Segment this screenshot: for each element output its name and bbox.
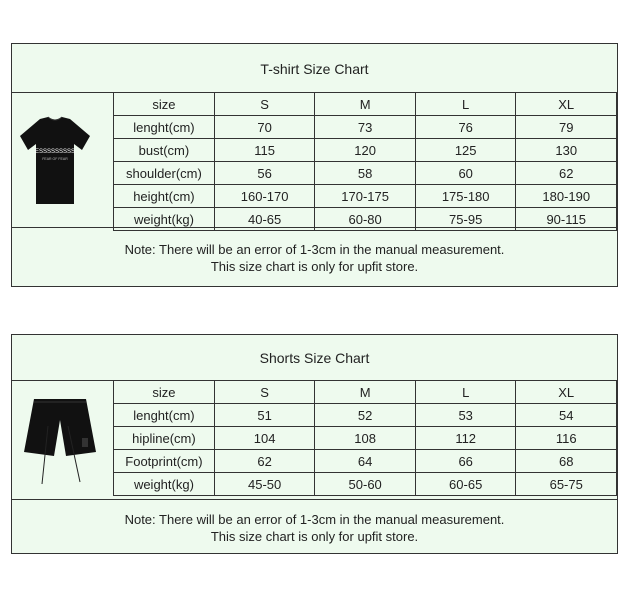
shorts-size-table bbox=[113, 380, 617, 496]
tshirt-note bbox=[12, 241, 617, 275]
table-cell: 58 bbox=[315, 162, 416, 185]
row-label: hipline(cm) bbox=[114, 427, 215, 450]
table-cell: 52 bbox=[315, 404, 416, 427]
header-cell: M bbox=[315, 93, 416, 116]
row-label: Footprint(cm) bbox=[114, 450, 215, 473]
table-cell: 79 bbox=[516, 116, 617, 139]
table-row bbox=[114, 116, 617, 139]
table-cell: 60 bbox=[415, 162, 516, 185]
table-cell: 66 bbox=[415, 450, 516, 473]
table-row bbox=[114, 473, 617, 496]
tshirt-size-table bbox=[113, 92, 617, 231]
table-cell: 50-60 bbox=[315, 473, 416, 496]
table-cell: 116 bbox=[516, 427, 617, 450]
header-cell: size bbox=[114, 381, 215, 404]
table-cell: 73 bbox=[315, 116, 416, 139]
header-cell: L bbox=[415, 381, 516, 404]
shorts-image bbox=[22, 396, 98, 488]
table-cell: 175-180 bbox=[415, 185, 516, 208]
header-cell: size bbox=[114, 93, 215, 116]
note-line-1: Note: There will be an error of 1-3cm in the manual measurement. bbox=[124, 242, 505, 257]
table-cell: 64 bbox=[315, 450, 416, 473]
row-label: height(cm) bbox=[114, 185, 215, 208]
header-cell: L bbox=[415, 93, 516, 116]
table-row bbox=[114, 427, 617, 450]
table-header-row bbox=[114, 381, 617, 404]
table-cell: 60-80 bbox=[315, 208, 416, 231]
table-cell: 51 bbox=[214, 404, 315, 427]
header-cell: XL bbox=[516, 381, 617, 404]
shorts-chart-title: Shorts Size Chart bbox=[259, 350, 370, 366]
shorts-note bbox=[12, 511, 617, 545]
table-cell: 125 bbox=[415, 139, 516, 162]
tshirt-print-subtext: FEAR OF FEAR bbox=[42, 157, 68, 161]
table-cell: 170-175 bbox=[315, 185, 416, 208]
row-label: lenght(cm) bbox=[114, 404, 215, 427]
table-cell: 75-95 bbox=[415, 208, 516, 231]
table-cell: 180-190 bbox=[516, 185, 617, 208]
table-cell: 40-65 bbox=[214, 208, 315, 231]
header-cell: S bbox=[214, 381, 315, 404]
table-cell: 160-170 bbox=[214, 185, 315, 208]
header-cell: M bbox=[315, 381, 416, 404]
table-cell: 112 bbox=[415, 427, 516, 450]
table-cell: 60-65 bbox=[415, 473, 516, 496]
table-row bbox=[114, 450, 617, 473]
tshirt-size-chart bbox=[11, 43, 618, 287]
header-cell: S bbox=[214, 93, 315, 116]
table-cell: 70 bbox=[214, 116, 315, 139]
table-header-row bbox=[114, 93, 617, 116]
table-cell: 45-50 bbox=[214, 473, 315, 496]
row-label: weight(kg) bbox=[114, 473, 215, 496]
table-cell: 54 bbox=[516, 404, 617, 427]
row-label: bust(cm) bbox=[114, 139, 215, 162]
table-cell: 115 bbox=[214, 139, 315, 162]
row-label: lenght(cm) bbox=[114, 116, 215, 139]
table-cell: 120 bbox=[315, 139, 416, 162]
table-cell: 53 bbox=[415, 404, 516, 427]
row-label: weight(kg) bbox=[114, 208, 215, 231]
tshirt-image bbox=[18, 116, 92, 208]
table-cell: 56 bbox=[214, 162, 315, 185]
table-row bbox=[114, 185, 617, 208]
tshirt-print-text: ESSSSSSSSS bbox=[34, 149, 76, 155]
table-cell: 108 bbox=[315, 427, 416, 450]
row-label: shoulder(cm) bbox=[114, 162, 215, 185]
table-cell: 104 bbox=[214, 427, 315, 450]
table-cell: 130 bbox=[516, 139, 617, 162]
table-cell: 90-115 bbox=[516, 208, 617, 231]
table-row bbox=[114, 139, 617, 162]
table-row bbox=[114, 162, 617, 185]
table-cell: 65-75 bbox=[516, 473, 617, 496]
note-line-2: This size chart is only for upfit store. bbox=[210, 259, 419, 274]
table-cell: 68 bbox=[516, 450, 617, 473]
table-cell: 62 bbox=[516, 162, 617, 185]
header-cell: XL bbox=[516, 93, 617, 116]
note-line-1: Note: There will be an error of 1-3cm in the manual measurement. bbox=[124, 512, 505, 527]
table-cell: 62 bbox=[214, 450, 315, 473]
table-cell: 76 bbox=[415, 116, 516, 139]
shorts-size-chart bbox=[11, 334, 618, 554]
table-row bbox=[114, 404, 617, 427]
tshirt-chart-title: T-shirt Size Chart bbox=[260, 61, 369, 77]
note-line-2: This size chart is only for upfit store. bbox=[210, 529, 419, 544]
